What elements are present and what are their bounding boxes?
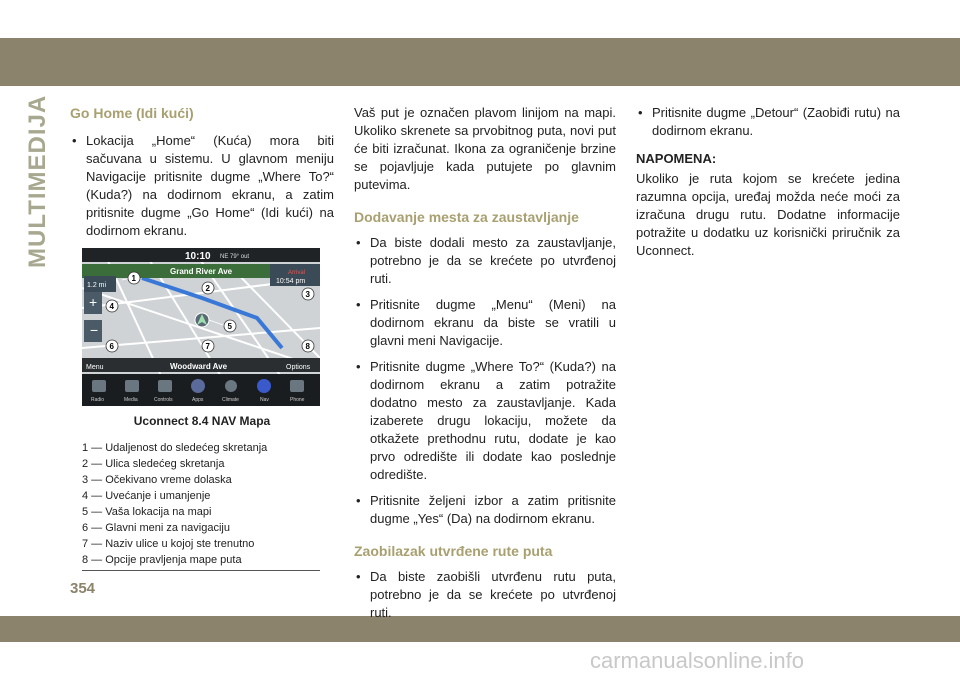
svg-text:1: 1: [131, 274, 136, 283]
note-text: Ukoliko je ruta kojom se krećete jedina razumna opcija, uređaj možda neće moći za izračuna drugu rutu. Dodatne informacije potražite u dodatku uz korisnički priručnik za Uconnect.: [636, 171, 900, 258]
list-item: • Pritisnite željeni izbor a zatim pritisnite dugme „Yes“ (Da) na dodirnom ekranu.: [354, 492, 616, 528]
btn-climate-label: Climate: [222, 397, 239, 403]
list-item: • Pritisnite dugme „Menu“ (Meni) na dodirnom ekranu da biste se vratili u glavni meni Navigacije.: [354, 296, 616, 350]
column-middle: [354, 104, 616, 630]
btn-phone-label: Phone: [290, 397, 305, 403]
svg-text:3: 3: [305, 290, 310, 299]
column-left: [70, 104, 334, 571]
callout-7: [202, 340, 214, 352]
svg-text:4: 4: [109, 302, 114, 311]
nav-map-svg: [82, 248, 320, 406]
climate-icon: [225, 380, 237, 392]
list-item: • Da biste dodali mesto za zaustavljanje, potrebno je da se krećete po utvrđenoj ruti.: [354, 234, 616, 288]
legend-item: 7 — Naziv ulice u kojoj ste trenutno: [82, 538, 255, 550]
svg-text:6: 6: [109, 342, 114, 351]
callout-3: [302, 288, 314, 300]
svg-text:8: 8: [305, 342, 310, 351]
btn-media-label: Media: [124, 397, 138, 403]
callout-6: [106, 340, 118, 352]
radio-icon: [92, 380, 106, 392]
figure-legend: [82, 440, 320, 571]
btn-nav-label: Nav: [260, 397, 269, 403]
go-home-list: [70, 132, 334, 240]
heading-add-stop: Dodavanje mesta za zaustavljanje: [354, 209, 579, 225]
header-band: [0, 38, 960, 86]
current-street-text: Woodward Ave: [170, 362, 228, 371]
btn-radio-label: Radio: [91, 397, 105, 403]
btn-controls-label: Controls: [154, 397, 173, 403]
nav-icon: [257, 379, 271, 393]
legend-item: 2 — Ulica sledećeg skretanja: [82, 458, 225, 470]
legend-item: 6 — Glavni meni za navigaciju: [82, 522, 230, 534]
legend-item: 3 — Očekivano vreme dolaska: [82, 474, 232, 486]
zoom-out-icon: −: [90, 322, 99, 338]
callout-8: [302, 340, 314, 352]
list-item: • Pritisnite dugme „Detour“ (Zaobiđi rutu) na dodirnom ekranu.: [636, 104, 900, 140]
arrival-time: 10:54 pm: [276, 278, 306, 285]
temp-text: NE 79° out: [220, 254, 250, 260]
detour-list: [354, 568, 616, 622]
next-street-text: Grand River Ave: [170, 267, 233, 276]
btn-apps-label: Apps: [192, 397, 204, 403]
media-icon: [125, 380, 139, 392]
svg-text:7: 7: [205, 342, 210, 351]
menu-text: Menu: [86, 364, 104, 371]
zoom-in-icon: +: [89, 294, 98, 310]
section-side-title: MULTIMEDIJA: [24, 94, 51, 268]
add-stop-list: [354, 234, 616, 528]
arrival-label: Arrival: [288, 270, 306, 276]
note-title: NAPOMENA:: [636, 151, 717, 166]
column-right: [636, 104, 900, 268]
page-number: 354: [70, 580, 96, 597]
callout-2: [202, 282, 214, 294]
legend-item: 8 — Opcije pravljenja mape puta: [82, 554, 242, 566]
heading-detour: Zaobilazak utvrđene rute puta: [354, 543, 553, 559]
svg-text:5: 5: [227, 322, 232, 331]
controls-icon: [158, 380, 172, 392]
heading-go-home: Go Home (Idi kući): [70, 105, 194, 121]
list-item: • Pritisnite dugme „Where To?“ (Kuda?) na dodirnom ekranu a zatim potražite dodatno mesto za zaustavljanje. Kada izaberete drugu lokaciju, možete da otkažete prethodnu rutu, dodate je kao prvo odredište ili dodate kao poslednje odredište.: [354, 358, 616, 484]
detour-continued-list: [636, 104, 900, 140]
go-home-bullet: • Lokacija „Home“ (Kuća) mora biti sačuvana u sistemu. U glavnom meniju Navigacije pritisnite dugme „Where To?“ (Kuda?) na dodirnom ekranu, a zatim pritisnite dugme „Go Home“ (Idi kući) na dodirnom ekranu.: [70, 132, 334, 240]
legend-item: 5 — Vaša lokacija na mapi: [82, 506, 212, 518]
clock-text: 10:10: [185, 251, 211, 262]
distance-text: 1.2 mi: [87, 282, 107, 289]
callout-4: [106, 300, 118, 312]
route-intro-paragraph: Vaš put je označen plavom linijom na mapi. Ukoliko skrenete sa prvobitnog puta, novi put će biti izračunat. Ikona za ograničenje brzine se pojavljuje kada putujete po glavnim putevima.: [354, 105, 616, 192]
watermark: carmanualsonline.info: [590, 648, 805, 673]
svg-text:2: 2: [205, 284, 210, 293]
options-text: Options: [286, 364, 311, 371]
apps-icon: [191, 379, 205, 393]
legend-item: 1 — Udaljenost do sledećeg skretanja: [82, 442, 268, 454]
phone-icon: [290, 380, 304, 392]
nav-map-figure: [82, 248, 320, 406]
list-item: • Da biste zaobišli utvrđenu rutu puta, potrebno je da se krećete po utvrđenoj ruti.: [354, 568, 616, 622]
figure-caption: Uconnect 8.4 NAV Mapa: [133, 414, 271, 428]
legend-item: 4 — Uvećanje i umanjenje: [82, 490, 211, 502]
